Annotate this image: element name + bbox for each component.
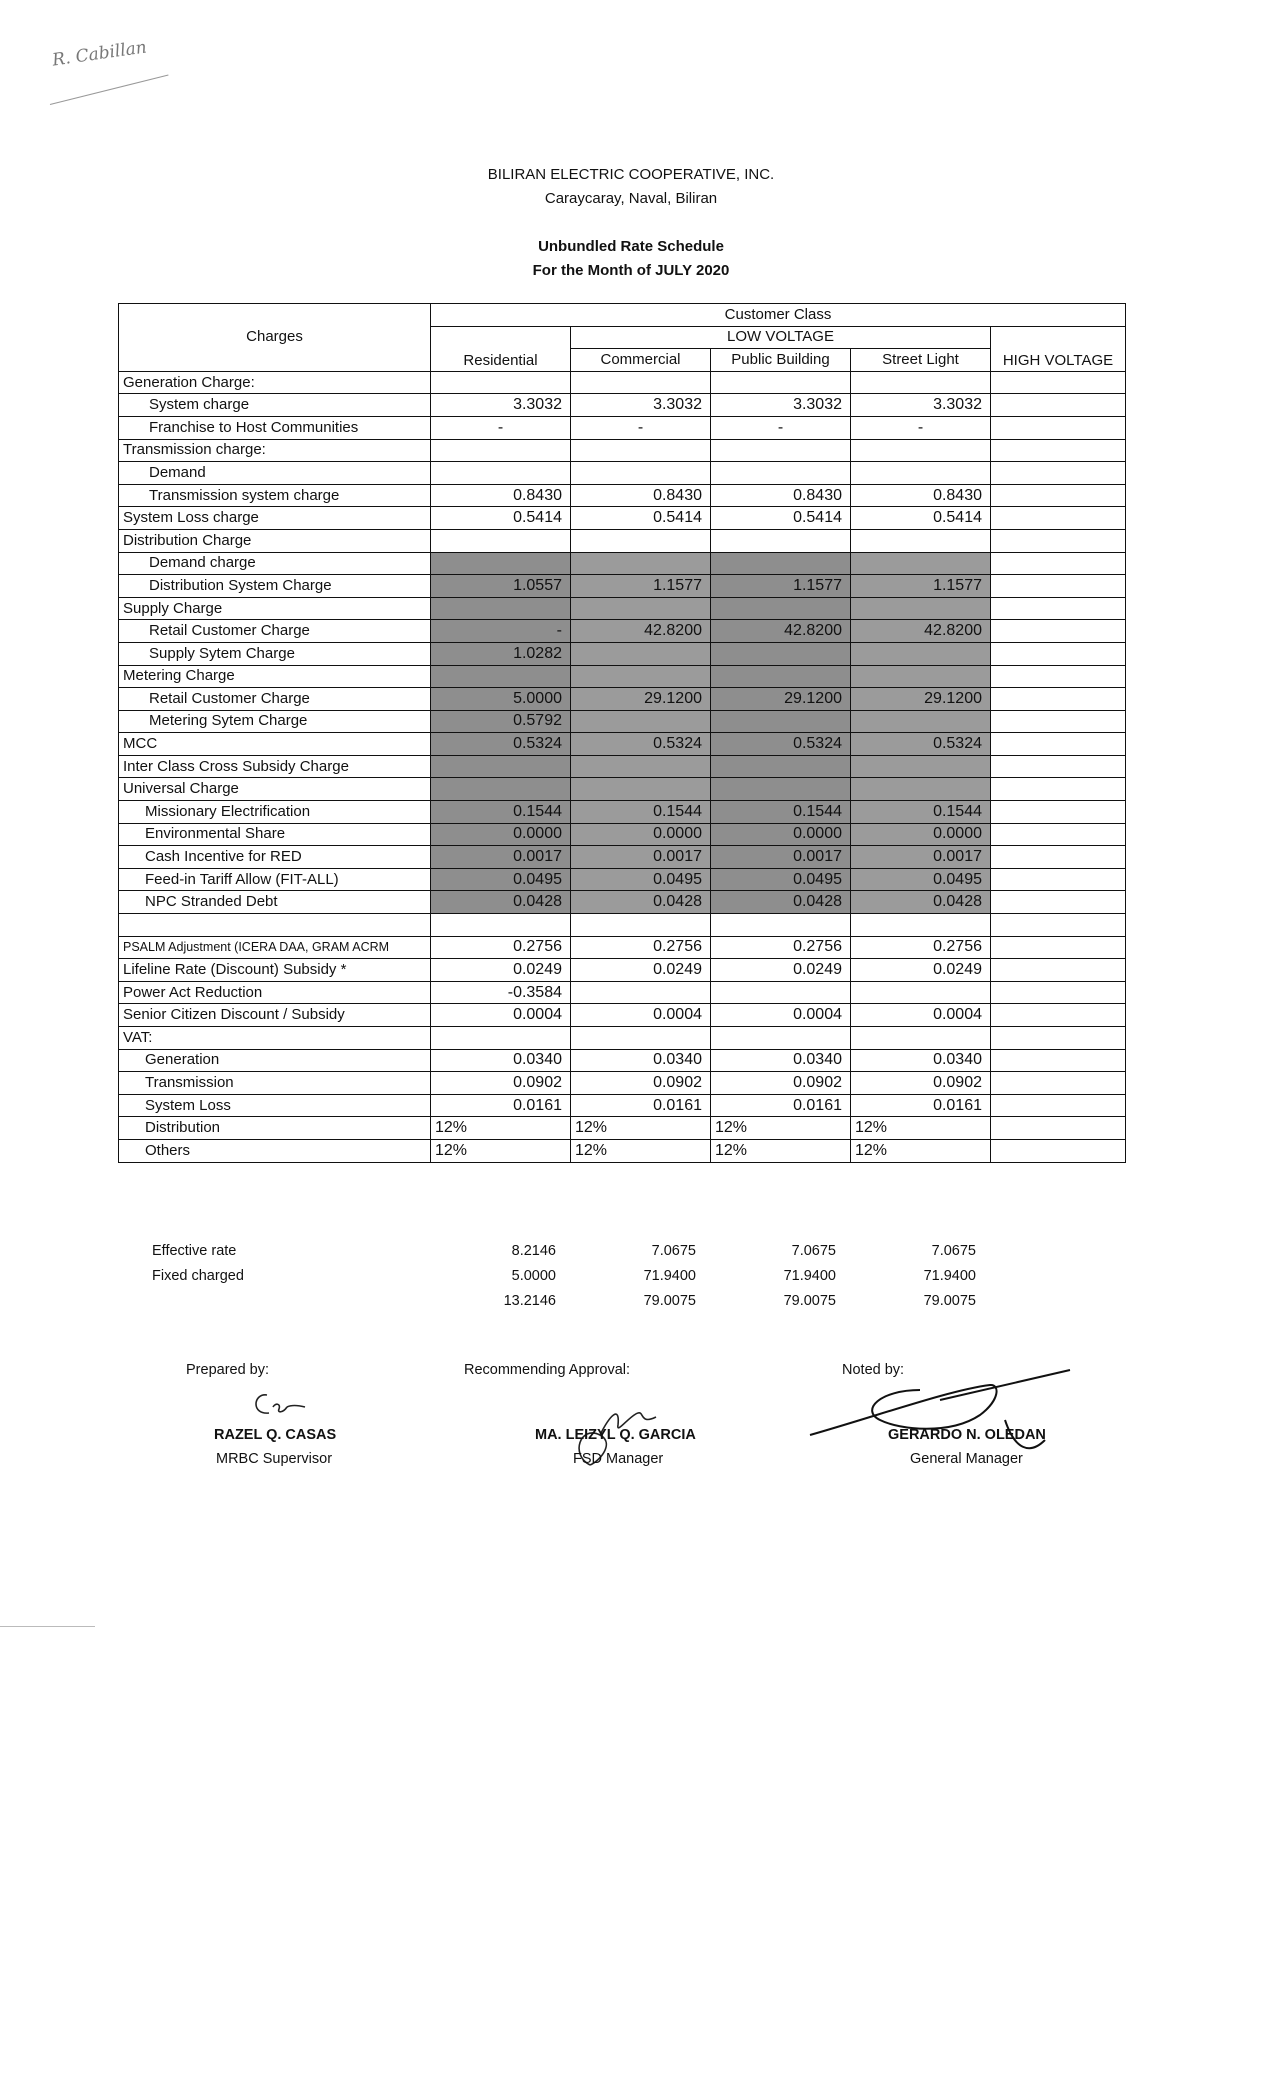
high-voltage-cell bbox=[991, 891, 1126, 914]
rate-cell: 12% bbox=[431, 1139, 571, 1162]
rate-cell bbox=[571, 371, 711, 394]
row-label: Feed-in Tariff Allow (FIT-ALL) bbox=[119, 868, 431, 891]
rate-cell bbox=[571, 462, 711, 485]
high-voltage-cell bbox=[991, 801, 1126, 824]
rate-cell bbox=[851, 755, 991, 778]
rate-cell: 1.0557 bbox=[431, 575, 571, 598]
rate-cell: 0.0017 bbox=[851, 846, 991, 869]
rate-cell bbox=[431, 914, 571, 937]
rate-cell: 3.3032 bbox=[571, 394, 711, 417]
rate-cell: 0.0428 bbox=[431, 891, 571, 914]
rate-table bbox=[118, 303, 1126, 1163]
row-label: Supply Sytem Charge bbox=[119, 642, 431, 665]
rate-cell: 0.5414 bbox=[431, 507, 571, 530]
rate-cell: 0.0004 bbox=[571, 1004, 711, 1027]
rate-cell: 0.5414 bbox=[571, 507, 711, 530]
rate-cell: 0.0004 bbox=[431, 1004, 571, 1027]
col-high-voltage: HIGH VOLTAGE bbox=[991, 326, 1126, 371]
noted-title: General Manager bbox=[910, 1451, 1023, 1467]
rate-cell: - bbox=[431, 620, 571, 643]
rate-cell bbox=[431, 371, 571, 394]
rate-cell: 42.8200 bbox=[711, 620, 851, 643]
high-voltage-cell bbox=[991, 1139, 1126, 1162]
row-label: VAT: bbox=[119, 1027, 431, 1050]
rate-cell bbox=[711, 755, 851, 778]
rate-cell: 0.0340 bbox=[851, 1049, 991, 1072]
rate-cell bbox=[571, 529, 711, 552]
rate-cell bbox=[851, 1027, 991, 1050]
rate-cell bbox=[711, 665, 851, 688]
high-voltage-cell bbox=[991, 959, 1126, 982]
row-label: Metering Charge bbox=[119, 665, 431, 688]
rate-cell: 0.8430 bbox=[711, 484, 851, 507]
table-row bbox=[119, 620, 1126, 643]
high-voltage-cell bbox=[991, 733, 1126, 756]
table-row bbox=[119, 891, 1126, 914]
rate-cell bbox=[571, 755, 711, 778]
rate-cell: 0.2756 bbox=[851, 936, 991, 959]
row-label: Franchise to Host Communities bbox=[119, 416, 431, 439]
table-row bbox=[119, 823, 1126, 846]
table-row bbox=[119, 710, 1126, 733]
row-label bbox=[119, 914, 431, 937]
table-row bbox=[119, 868, 1126, 891]
rate-cell: 0.0428 bbox=[571, 891, 711, 914]
table-row bbox=[119, 1072, 1126, 1095]
rate-cell: 5.0000 bbox=[431, 688, 571, 711]
table-row bbox=[119, 665, 1126, 688]
col-street-light: Street Light bbox=[851, 349, 991, 372]
rate-cell: 0.0249 bbox=[711, 959, 851, 982]
row-label: Others bbox=[119, 1139, 431, 1162]
rate-cell: - bbox=[851, 416, 991, 439]
col-commercial: Commercial bbox=[571, 349, 711, 372]
table-row bbox=[119, 801, 1126, 824]
row-label: PSALM Adjustment (ICERA DAA, GRAM ACRM bbox=[119, 936, 431, 959]
rate-cell: 42.8200 bbox=[851, 620, 991, 643]
rate-cell: 0.0340 bbox=[431, 1049, 571, 1072]
rate-cell: 0.1544 bbox=[711, 801, 851, 824]
rate-cell: 12% bbox=[851, 1117, 991, 1140]
table-row bbox=[119, 1117, 1126, 1140]
high-voltage-cell bbox=[991, 823, 1126, 846]
table-row bbox=[119, 1004, 1126, 1027]
table-row bbox=[119, 597, 1126, 620]
summary-value: 79.0075 bbox=[923, 1293, 976, 1309]
rate-cell bbox=[711, 710, 851, 733]
row-label: Missionary Electrification bbox=[119, 801, 431, 824]
rate-cell bbox=[851, 439, 991, 462]
rate-cell: 0.5324 bbox=[851, 733, 991, 756]
summary-value: 13.2146 bbox=[503, 1293, 556, 1309]
high-voltage-cell bbox=[991, 371, 1126, 394]
summary-value: 7.0675 bbox=[931, 1243, 976, 1259]
rate-cell: 0.5414 bbox=[851, 507, 991, 530]
rate-cell: 12% bbox=[571, 1139, 711, 1162]
high-voltage-cell bbox=[991, 846, 1126, 869]
rate-cell: 0.0495 bbox=[571, 868, 711, 891]
rate-cell bbox=[431, 529, 571, 552]
rate-cell: 0.0004 bbox=[711, 1004, 851, 1027]
row-label: Retail Customer Charge bbox=[119, 620, 431, 643]
rate-cell bbox=[571, 665, 711, 688]
row-label: Distribution bbox=[119, 1117, 431, 1140]
high-voltage-cell bbox=[991, 755, 1126, 778]
rate-cell: 0.0000 bbox=[711, 823, 851, 846]
rate-cell bbox=[711, 371, 851, 394]
row-label: Lifeline Rate (Discount) Subsidy * bbox=[119, 959, 431, 982]
rate-cell: 29.1200 bbox=[851, 688, 991, 711]
rate-cell bbox=[711, 981, 851, 1004]
row-label: System Loss charge bbox=[119, 507, 431, 530]
rate-cell bbox=[571, 981, 711, 1004]
rate-cell: 3.3032 bbox=[851, 394, 991, 417]
rate-cell: 1.1577 bbox=[851, 575, 991, 598]
table-row bbox=[119, 507, 1126, 530]
rate-cell bbox=[571, 597, 711, 620]
high-voltage-cell bbox=[991, 1117, 1126, 1140]
table-row bbox=[119, 1139, 1126, 1162]
noted-caption: Noted by: bbox=[842, 1362, 905, 1378]
rate-cell: 12% bbox=[711, 1117, 851, 1140]
row-label: Generation Charge: bbox=[119, 371, 431, 394]
rate-cell: 0.0161 bbox=[571, 1094, 711, 1117]
header-row-1 bbox=[119, 304, 1126, 327]
rate-cell: 3.3032 bbox=[711, 394, 851, 417]
high-voltage-cell bbox=[991, 597, 1126, 620]
rate-cell: 12% bbox=[851, 1139, 991, 1162]
table-row bbox=[119, 733, 1126, 756]
high-voltage-cell bbox=[991, 688, 1126, 711]
summary-value: 8.2146 bbox=[511, 1243, 556, 1259]
high-voltage-cell bbox=[991, 416, 1126, 439]
recommending-caption: Recommending Approval: bbox=[464, 1362, 631, 1378]
rate-cell bbox=[711, 597, 851, 620]
rate-cell: 0.8430 bbox=[571, 484, 711, 507]
recommending-name: MA. LEIZYL Q. GARCIA bbox=[535, 1427, 696, 1443]
rate-cell bbox=[851, 529, 991, 552]
low-voltage-header: LOW VOLTAGE bbox=[571, 326, 991, 349]
row-label: Senior Citizen Discount / Subsidy bbox=[119, 1004, 431, 1027]
high-voltage-cell bbox=[991, 936, 1126, 959]
rate-cell: 0.0495 bbox=[431, 868, 571, 891]
rate-cell: 3.3032 bbox=[431, 394, 571, 417]
table-row bbox=[119, 981, 1126, 1004]
table-row bbox=[119, 1049, 1126, 1072]
rate-cell: 29.1200 bbox=[711, 688, 851, 711]
table-row bbox=[119, 529, 1126, 552]
table-row bbox=[119, 688, 1126, 711]
row-label: Power Act Reduction bbox=[119, 981, 431, 1004]
summary-value: 7.0675 bbox=[791, 1243, 836, 1259]
document-title: Unbundled Rate Schedule bbox=[538, 238, 724, 255]
rate-cell: 0.8430 bbox=[851, 484, 991, 507]
high-voltage-cell bbox=[991, 575, 1126, 598]
rate-cell: 42.8200 bbox=[571, 620, 711, 643]
row-label: Cash Incentive for RED bbox=[119, 846, 431, 869]
rate-cell bbox=[711, 914, 851, 937]
rate-cell: 0.2756 bbox=[431, 936, 571, 959]
rate-cell: -0.3584 bbox=[431, 981, 571, 1004]
rate-cell: 0.0249 bbox=[431, 959, 571, 982]
rate-cell: 0.1544 bbox=[571, 801, 711, 824]
row-label: Transmission system charge bbox=[119, 484, 431, 507]
rate-cell bbox=[431, 552, 571, 575]
high-voltage-cell bbox=[991, 462, 1126, 485]
rate-cell bbox=[711, 1027, 851, 1050]
row-label: Retail Customer Charge bbox=[119, 688, 431, 711]
rate-cell: 0.0902 bbox=[851, 1072, 991, 1095]
rate-cell bbox=[571, 552, 711, 575]
rate-cell: 12% bbox=[431, 1117, 571, 1140]
rate-cell: 0.0340 bbox=[571, 1049, 711, 1072]
rate-cell: 1.0282 bbox=[431, 642, 571, 665]
summary-value: 79.0075 bbox=[783, 1293, 836, 1309]
prepared-title: MRBC Supervisor bbox=[216, 1451, 333, 1467]
rate-cell bbox=[851, 642, 991, 665]
rate-cell: 0.0000 bbox=[431, 823, 571, 846]
high-voltage-cell bbox=[991, 981, 1126, 1004]
rate-cell bbox=[711, 462, 851, 485]
rate-cell bbox=[431, 665, 571, 688]
row-label: Transmission charge: bbox=[119, 439, 431, 462]
org-address: Caraycaray, Naval, Biliran bbox=[544, 190, 718, 207]
handwritten-note: R. Cabillan bbox=[51, 37, 148, 71]
high-voltage-cell bbox=[991, 507, 1126, 530]
rate-cell bbox=[851, 710, 991, 733]
rate-cell: 0.1544 bbox=[851, 801, 991, 824]
table-row bbox=[119, 439, 1126, 462]
high-voltage-cell bbox=[991, 1072, 1126, 1095]
rate-cell bbox=[571, 642, 711, 665]
charges-header: Charges bbox=[119, 304, 431, 372]
table-row bbox=[119, 755, 1126, 778]
rate-cell: 0.5324 bbox=[711, 733, 851, 756]
row-label: Demand bbox=[119, 462, 431, 485]
rate-cell bbox=[711, 529, 851, 552]
high-voltage-cell bbox=[991, 439, 1126, 462]
rate-cell bbox=[711, 552, 851, 575]
rate-cell bbox=[571, 778, 711, 801]
col-residential: Residential bbox=[431, 326, 571, 371]
summary-label: Effective rate bbox=[152, 1243, 237, 1259]
rate-cell bbox=[851, 981, 991, 1004]
high-voltage-cell bbox=[991, 778, 1126, 801]
table-row bbox=[119, 394, 1126, 417]
table-row bbox=[119, 575, 1126, 598]
rate-cell: 1.1577 bbox=[711, 575, 851, 598]
recommending-title: FSD Manager bbox=[573, 1451, 664, 1467]
summary-value: 71.9400 bbox=[923, 1268, 976, 1284]
high-voltage-cell bbox=[991, 1027, 1126, 1050]
rate-cell: 0.0428 bbox=[711, 891, 851, 914]
rate-cell: 0.0017 bbox=[571, 846, 711, 869]
rate-cell: - bbox=[431, 416, 571, 439]
col-public-building: Public Building bbox=[711, 349, 851, 372]
row-label: Supply Charge bbox=[119, 597, 431, 620]
rate-cell bbox=[431, 597, 571, 620]
rate-cell: 0.5324 bbox=[571, 733, 711, 756]
rate-cell: 0.0004 bbox=[851, 1004, 991, 1027]
rate-cell bbox=[851, 665, 991, 688]
rate-cell: 0.1544 bbox=[431, 801, 571, 824]
rate-cell: 0.0902 bbox=[571, 1072, 711, 1095]
noted-name: GERARDO N. OLEDAN bbox=[888, 1427, 1046, 1443]
table-row bbox=[119, 416, 1126, 439]
table-row bbox=[119, 846, 1126, 869]
table-row bbox=[119, 936, 1126, 959]
rate-cell bbox=[571, 914, 711, 937]
rate-cell: 29.1200 bbox=[571, 688, 711, 711]
rate-cell: 0.0249 bbox=[571, 959, 711, 982]
rate-table-body bbox=[119, 304, 1126, 1163]
summary-label: Fixed charged bbox=[152, 1268, 244, 1284]
rate-cell bbox=[851, 371, 991, 394]
rate-cell bbox=[851, 914, 991, 937]
summary-value: 5.0000 bbox=[511, 1268, 556, 1284]
rate-cell bbox=[711, 642, 851, 665]
high-voltage-cell bbox=[991, 1049, 1126, 1072]
high-voltage-cell bbox=[991, 868, 1126, 891]
table-row bbox=[119, 1027, 1126, 1050]
rate-cell: 0.0902 bbox=[711, 1072, 851, 1095]
rate-cell: 0.0161 bbox=[431, 1094, 571, 1117]
rate-cell bbox=[711, 439, 851, 462]
rate-cell bbox=[431, 1027, 571, 1050]
customer-class-header: Customer Class bbox=[431, 304, 1126, 327]
rate-cell: 0.0428 bbox=[851, 891, 991, 914]
rate-cell: 0.8430 bbox=[431, 484, 571, 507]
rate-cell bbox=[571, 439, 711, 462]
document-period: For the Month of JULY 2020 bbox=[532, 262, 730, 279]
high-voltage-cell bbox=[991, 665, 1126, 688]
row-label: Distribution Charge bbox=[119, 529, 431, 552]
handwritten-underline bbox=[50, 75, 169, 105]
rate-cell bbox=[431, 778, 571, 801]
table-row bbox=[119, 642, 1126, 665]
rate-cell: 0.5324 bbox=[431, 733, 571, 756]
rate-cell: 12% bbox=[711, 1139, 851, 1162]
rate-cell bbox=[851, 552, 991, 575]
high-voltage-cell bbox=[991, 529, 1126, 552]
row-label: Universal Charge bbox=[119, 778, 431, 801]
row-label: Demand charge bbox=[119, 552, 431, 575]
table-row bbox=[119, 484, 1126, 507]
rate-cell: - bbox=[711, 416, 851, 439]
row-label: Transmission bbox=[119, 1072, 431, 1095]
rate-cell: 12% bbox=[571, 1117, 711, 1140]
org-name: BILIRAN ELECTRIC COOPERATIVE, INC. bbox=[487, 166, 775, 183]
rate-cell: 0.5792 bbox=[431, 710, 571, 733]
rate-cell bbox=[851, 462, 991, 485]
rate-cell bbox=[431, 462, 571, 485]
high-voltage-cell bbox=[991, 484, 1126, 507]
rate-cell bbox=[431, 439, 571, 462]
high-voltage-cell bbox=[991, 620, 1126, 643]
high-voltage-cell bbox=[991, 642, 1126, 665]
rate-cell bbox=[851, 597, 991, 620]
high-voltage-cell bbox=[991, 710, 1126, 733]
table-row bbox=[119, 914, 1126, 937]
rate-cell bbox=[431, 755, 571, 778]
summary-value: 7.0675 bbox=[651, 1243, 696, 1259]
rate-cell: 0.0495 bbox=[711, 868, 851, 891]
row-label: MCC bbox=[119, 733, 431, 756]
summary-value: 71.9400 bbox=[783, 1268, 836, 1284]
rate-cell: 0.0340 bbox=[711, 1049, 851, 1072]
table-row bbox=[119, 959, 1126, 982]
rate-cell: 0.0161 bbox=[851, 1094, 991, 1117]
high-voltage-cell bbox=[991, 552, 1126, 575]
table-row bbox=[119, 462, 1126, 485]
high-voltage-cell bbox=[991, 914, 1126, 937]
table-row bbox=[119, 778, 1126, 801]
rate-cell: 0.0017 bbox=[711, 846, 851, 869]
rate-cell: 0.0495 bbox=[851, 868, 991, 891]
row-label: System charge bbox=[119, 394, 431, 417]
row-label: Distribution System Charge bbox=[119, 575, 431, 598]
rate-cell: 1.1577 bbox=[571, 575, 711, 598]
signature-casas-mark bbox=[245, 1385, 325, 1425]
prepared-name: RAZEL Q. CASAS bbox=[214, 1427, 337, 1443]
row-label: Environmental Share bbox=[119, 823, 431, 846]
high-voltage-cell bbox=[991, 1004, 1126, 1027]
rate-cell bbox=[571, 710, 711, 733]
table-row bbox=[119, 1094, 1126, 1117]
table-row bbox=[119, 371, 1126, 394]
summary-value: 79.0075 bbox=[643, 1293, 696, 1309]
row-label: Metering Sytem Charge bbox=[119, 710, 431, 733]
row-label: Generation bbox=[119, 1049, 431, 1072]
rate-cell: 0.0902 bbox=[431, 1072, 571, 1095]
high-voltage-cell bbox=[991, 394, 1126, 417]
rate-cell: 0.0161 bbox=[711, 1094, 851, 1117]
row-label: Inter Class Cross Subsidy Charge bbox=[119, 755, 431, 778]
rate-cell: 0.2756 bbox=[571, 936, 711, 959]
row-label: NPC Stranded Debt bbox=[119, 891, 431, 914]
summary-value: 71.9400 bbox=[643, 1268, 696, 1284]
rate-cell: 0.5414 bbox=[711, 507, 851, 530]
rate-cell: - bbox=[571, 416, 711, 439]
scan-edge-line bbox=[0, 1626, 95, 1627]
table-row bbox=[119, 552, 1126, 575]
rate-cell: 0.2756 bbox=[711, 936, 851, 959]
rate-cell: 0.0000 bbox=[571, 823, 711, 846]
row-label: System Loss bbox=[119, 1094, 431, 1117]
high-voltage-cell bbox=[991, 1094, 1126, 1117]
prepared-caption: Prepared by: bbox=[186, 1362, 270, 1378]
rate-cell bbox=[851, 778, 991, 801]
rate-cell: 0.0017 bbox=[431, 846, 571, 869]
rate-cell bbox=[711, 778, 851, 801]
rate-cell: 0.0249 bbox=[851, 959, 991, 982]
rate-cell bbox=[571, 1027, 711, 1050]
rate-cell: 0.0000 bbox=[851, 823, 991, 846]
